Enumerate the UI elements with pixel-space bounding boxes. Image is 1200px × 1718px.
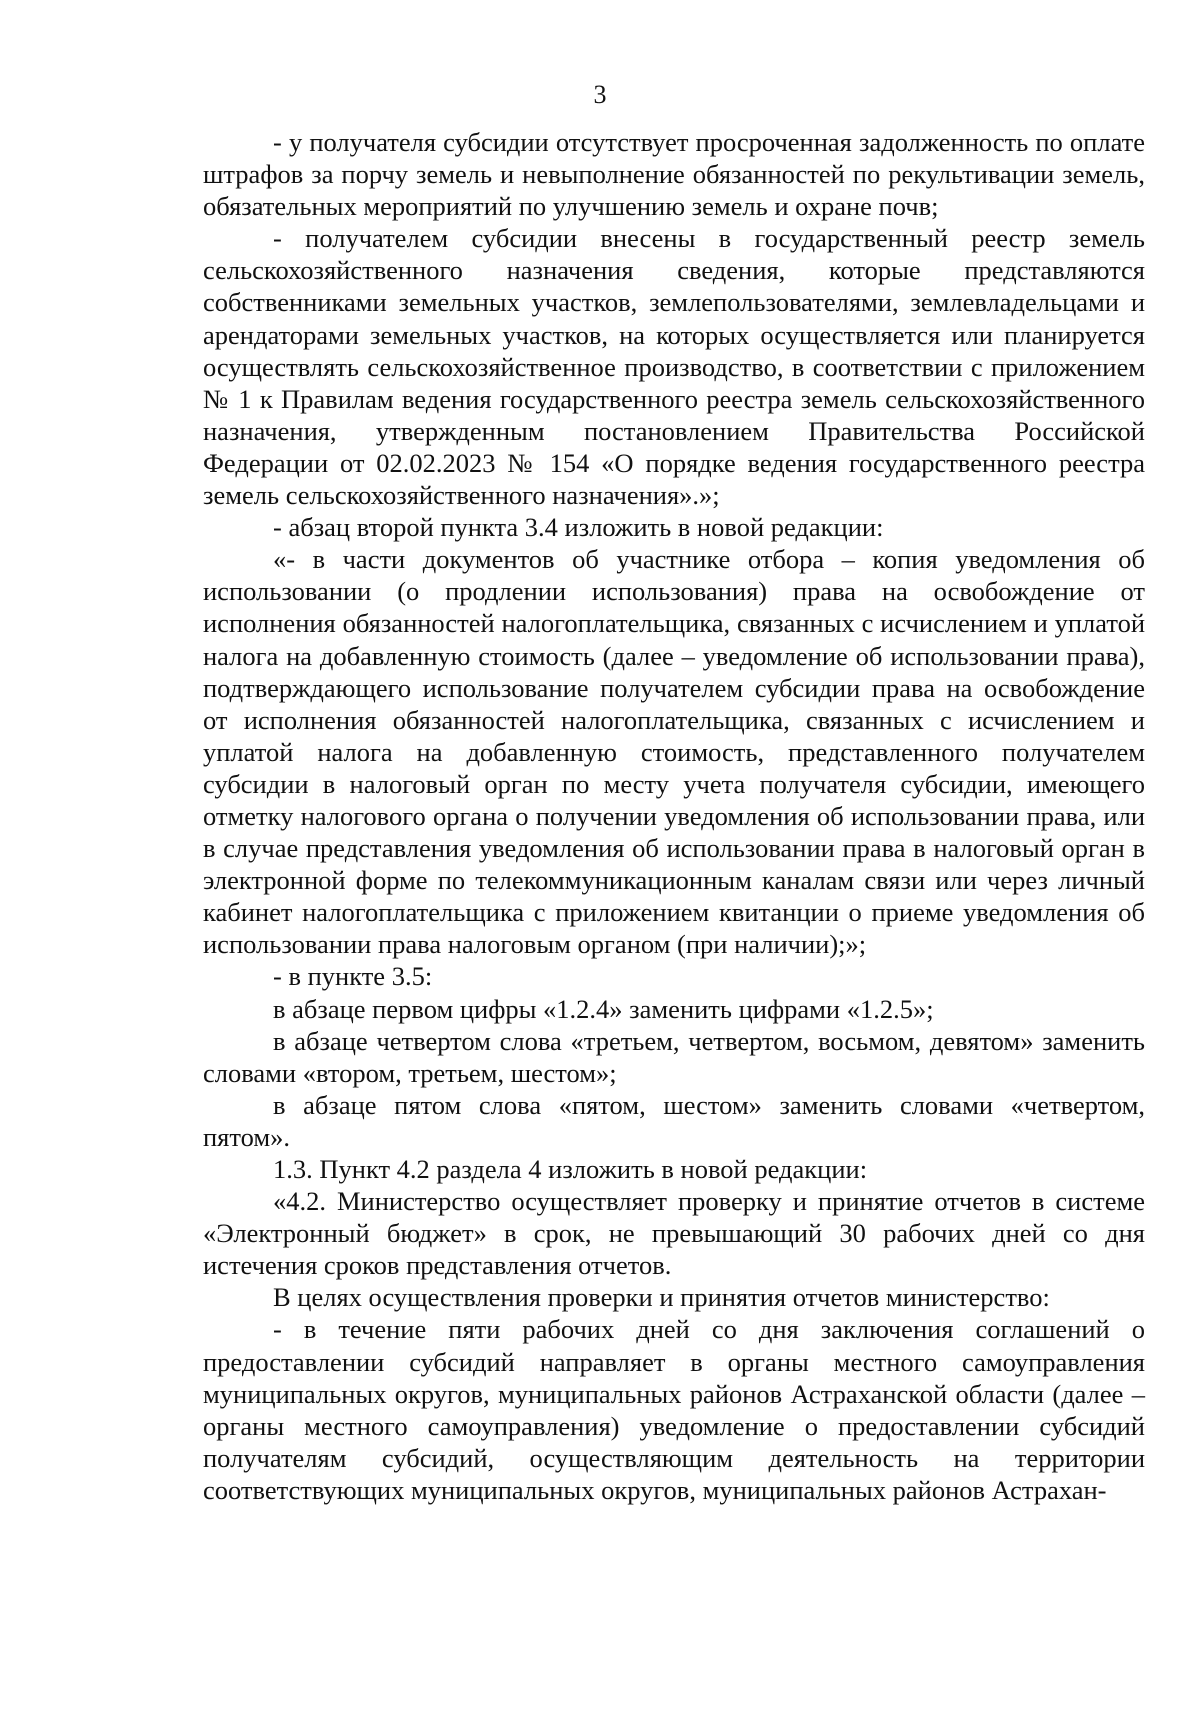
paragraph-section-1-3: 1.3. Пункт 4.2 раздела 4 изложить в новой редакции: [273,1154,868,1184]
paragraph-land-penalties: - у получателя субсидии отсутствует просроченная задолженность по оплате штрафов за порчу земель и невыполнение обязанностей по рекультивации земель, обязательных мероприятий по улучшению земель и охране почв; [203,127,1145,222]
page-number: 3 [593,80,607,109]
paragraph-amend-3-4: - абзац второй пункта 3.4 изложить в новой редакции: [273,512,884,543]
paragraph-land-registry: - получателем субсидии внесены в государственный реестр земель сельскохозяйственного назначения сведения, которые представляются собственниками земельных участков, землепользователями, землевладельцами и арендаторами земельных участков, на которых осуществляется или планируется осуществлять сельскохозяйственное производство, в соответствии с приложением № 1 к Правилам ведения государственного реестра земель сельскохозяйственного назначения, утвержденным постановлением Правительства Российской Федерации от 02.02.2023 № 154 «О порядке ведения государственного реестра земель сельскохозяйственного назначения».»; [203,223,1145,511]
paragraph-clause-4-2: «4.2. Министерство осуществляет проверку и принятие отчетов в системе «Электронный бюджет» в срок, не превышающий 30 рабочих дней со дня истечения сроков представления отчетов. [203,1186,1145,1281]
paragraph-fourth-subparagraph: в абзаце четвертом слова «третьем, четвертом, восьмом, девятом» заменить словами «втором, третьем, шестом»; [203,1025,1145,1088]
paragraph-vat-notice: «- в части документов об участнике отбора – копия уведомления об использовании (о продлении использования) права на освобождение от исполнения обязанностей налогоплательщика, связанных с исчислением и уплатой налога на добавленную стоимость (далее – уведомление об использовании права), подтверждающего использование получателем субсидии права на освобождение от исполнения обязанностей налогоплательщика, связанных с исчислением и уплатой налога на добавленную стоимость, представленного получателем субсидии в налоговый орган по месту учета получателя субсидии, имеющего отметку налогового органа о получении уведомления об использовании права, или в случае представления уведомления об использовании права в налоговый орган в электронной форме по телекоммуникационным каналам связи или через личный кабинет налогоплательщика с приложением квитанции о приеме уведомления об использовании права налоговым органом (при наличии);»; [203,544,1145,960]
paragraph-fifth-subparagraph: в абзаце пятом слова «пятом, шестом» заменить словами «четвертом, пятом». [203,1089,1145,1152]
paragraph-first-subparagraph: в абзаце первом цифры «1.2.4» заменить цифрами «1.2.5»; [273,993,934,1024]
paragraph-five-days-notice: - в течение пяти рабочих дней со дня заключения соглашений о предоставлении субсидий направляет в органы местного самоуправления муниципальных округов, муниципальных районов Астраханской области (далее – органы местного самоуправления) уведомление о предоставлении субсидий получателям субсидий, осуществляющим деятельность на территории соответствующих муниципальных округов, муниципальных районов Астрахан- [203,1314,1145,1505]
document-body [203,126,1145,1506]
paragraph-ministry-purpose: В целях осуществления проверки и принятия отчетов министерство: [273,1282,1050,1313]
paragraph-clause-3-5: - в пункте 3.5: [273,961,433,992]
